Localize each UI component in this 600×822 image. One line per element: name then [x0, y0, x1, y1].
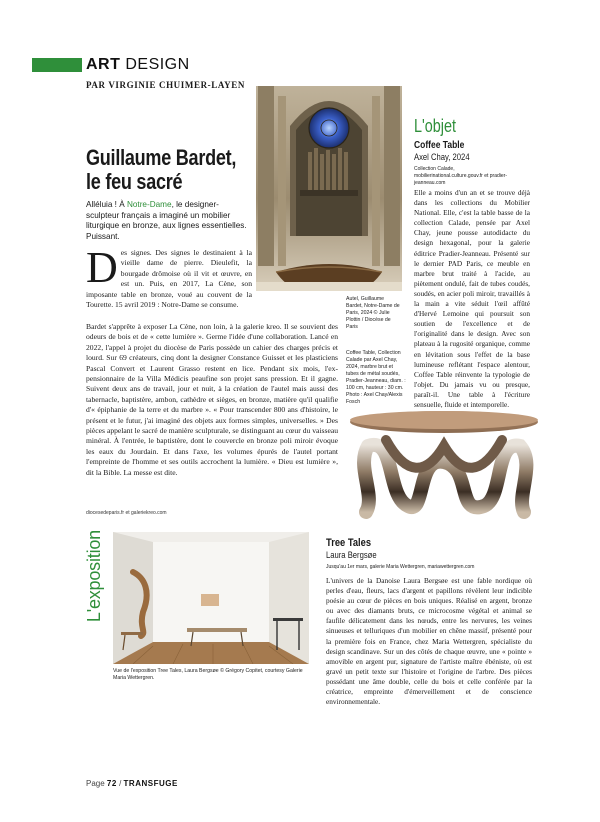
article-lede: Alléluia ! À Notre-Dame, le designer-sculpteur français a imaginé un mobilier liturgique en bronze, aux lignes essentielles. Puissant. — [86, 200, 247, 241]
exhibition-dates: Jusqu'au 1er mars, galerie Maria Wettergren, mariawettergren.com — [326, 564, 475, 570]
objet-name: Coffee Table — [414, 140, 465, 151]
gallery-photo-caption: Vue de l'exposition Tree Tales, Laura Bergsøe © Grégory Copitet, courtesy Galerie Maria Wettergren. — [113, 668, 303, 681]
page-number: 72 — [106, 779, 117, 788]
byline: PAR VIRGINIE CHUIMER-LAYEN — [86, 80, 245, 90]
objet-credits: Collection Calade, mobilierinational.culture.gouv.fr et pradier-jeanneau.com — [414, 166, 508, 186]
exhibition-title: Tree Tales — [326, 537, 372, 549]
drop-cap: D — [86, 243, 118, 292]
article-intro-paragraph: Des signes. Des signes le destinaient à la vieille dame de pierre. Dieulefit, la bourgade drômoise où il vit et œuvre, en est un. Puis, en 2017, La Cène, son imposante table en bronze, voué au couvent de la Tourette. 15 avril 2019 : Notre-Dame se consume. — [86, 243, 252, 310]
article-title: Guillaume Bardet, le feu sacré — [86, 145, 237, 194]
objet-section-label: L'objet — [414, 116, 456, 136]
exposition-section-label: L'exposition — [84, 530, 104, 623]
objet-designer: Axel Chay, 2024 — [414, 152, 470, 162]
altar-photo-caption: Autel, Guillaume Bardet, Notre-Dame de Paris, 2024 © Julie Plottin / Diocèse de Paris — [346, 296, 400, 330]
exhibition-artist: Laura Bergsøe — [326, 550, 377, 560]
article-web-links: diocesedeparis.fr et galeriekreo.com — [86, 510, 167, 516]
notre-dame-altar-photo — [256, 86, 402, 291]
section-color-bar — [32, 58, 82, 72]
article-body: Bardet s'apprête à exposer La Cène, non loin, à la galerie kreo. Il se souvient des odeurs de bois et de « cette lumière ». Germe l'idée d'une collaboration. Lancé en 2022, l'appel à projet du diocèse de Paris possède un cahier des charges précis et lourd. Sur 69 créateurs, cinq dont la designer Constance Guisset et les plasticiens Pascal Convert et Laurent Grasso restent en lice. Pendant six mois, l'ex-pensionnaire de la Villa Médicis peaufine son projet sans pression. Et il gagne. Suivent deux ans de travail, jour et nuit, à la création de l'autel mais aussi des tabernacle, baptistère, ambon, cathèdre et sièges, en bronze, matière qu'il qualifie d'« épiphanie de la terre et du marbre ». « Pour transcender 800 ans d'histoire, le présent et le futur, j'ai imaginé des objets aux formes simples, universelles. » Des pièces appelant le sacré de manière sculpturale, se distinguant au cœur du vaisseau minéral. À l'entrée, le baptistère, dont le couvercle en bronze poli miroir évoque les eaux du Jourdain. Et dans l'axe, les volumes épurés de l'autel portant l'empreinte de l'homme et ses outils accrochent la lumière. « Dieu est lumière », dit la Bible. La messe est dite. — [86, 322, 338, 477]
section-label: ART DESIGN — [86, 56, 190, 73]
table-photo-caption: Coffee Table, Collection Calade par Axel Chay, 2024, marbre brut et tubes de métal soudés, Pradier-Jeanneau, diam. : 100 cm, hauteur : 30 cm. Photo : Axel Chay/Alexis Fosch — [346, 350, 406, 405]
magazine-name: TRANSFUGE — [123, 779, 178, 788]
objet-body: Elle a moins d'un an et se trouve déjà dans les collections du Mobilier National. Elle, c'est la table basse de la collection Calade, pensée par Axel Chay, jeune pousse autodidacte du design hexagonal, pour la galerie éditrice Pradier-Jeanneau. Présenté sur le dernier PAD Paris, ce meuble en marbre brut traité à l'acide, au piètement ondulé, fait de tubes coudés, soudés, en acier poli miroir, travaillés à la main a vite séduit l'œil affûté d'Hervé Lemoine qui poursuit son soutien de l'excellence et de l'originalité dans le design. Avec son plateau à la rugosité organique, comme en lévitation sous l'effet de la base lumineuse reflétant l'espace alentour, Coffee Table réinvente la typologie de l'objet. Du jamais vu ou presque, paraît-il. Une table à l'écriture sensuelle, fluide et intemporelle. — [414, 188, 530, 409]
coffee-table-photo — [346, 406, 542, 524]
exhibition-body: L'univers de la Danoise Laura Bergsøe est une fable nordique où perles d'eau, fleurs, lacs d'argent et papillons révèlent leur indicible poésie au cœur de pièces en bois uniques. Réalisé en argent, bronze ou avec des diamants bruts, ce microcosme végétal et animal se faufile délicatement dans les nœuds, entre les nervures, les veines sinueuses et telluriques d'un mobilier en chêne massif, présenté pour la première fois en France, chez Maria Wettergren, spécialiste du design scandinave. Sur un des côtés de chaque œuvre, une « pointe » amovible en argent pur, signature de l'artiste maître ébéniste, où est gravé un petit texte sur l'histoire et l'origine de l'arbre. Des pièces possédant une âme double, celle du bois et celle conférée par la créatrice, empreinte d'émerveillement et de conscience environnementale. — [326, 576, 532, 707]
gallery-exhibition-photo — [113, 532, 309, 664]
page-footer: Page 72 / TRANSFUGE — [86, 779, 178, 788]
